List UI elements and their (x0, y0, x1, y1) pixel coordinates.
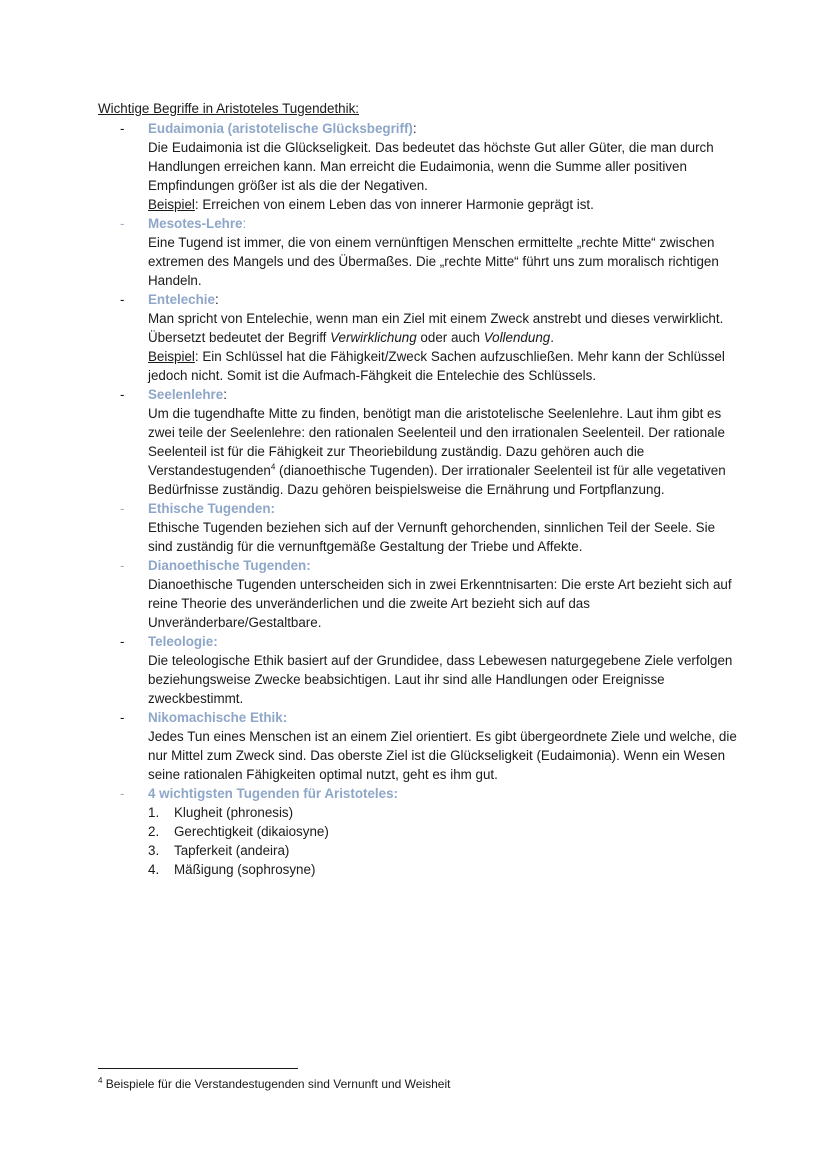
virtues-list (148, 803, 738, 879)
term-heading: 4 wichtigsten Tugenden für Aristoteles: (148, 786, 398, 801)
entry-dianoethische-tugenden (98, 556, 738, 632)
document-body (98, 99, 738, 879)
definition-text: Eine Tugend ist immer, die von einem vernünftigen Menschen ermittelte „rechte Mitte“ zwischen extremen des Mangels und des Übermaßes. Die „rechte Mitte“ führt uns zum moralisch richtigen Handeln. (148, 235, 719, 288)
term-heading: Nikomachische Ethik: (148, 710, 288, 725)
page-title: Wichtige Begriffe in Aristoteles Tugendethik: (98, 101, 360, 116)
definition-text: Ethische Tugenden beziehen sich auf der Vernunft gehorchenden, sinnlichen Teil der Seele. Sie sind zuständig für die vernunftgemäße Gestaltung der Triebe und Affekte. (148, 520, 716, 554)
entry-entelechie: - Entelechie: Man spricht von Entelechie, wenn man ein Ziel mit einem Zweck anstrebt und dieses verwirklicht. Übersetzt bedeutet der Begriff Verwirklichung oder auch Vollendung. Beispiel: Ein Schlüssel hat die Fähigkeit/Zweck Sachen aufzuschließen. Mehr kann der Schlüssel jedoch nicht. Somit ist die Aufmach-Fähgkeit die Entelechie des Schlüssels. (98, 290, 738, 385)
entry-seelenlehre: - Seelenlehre: Um die tugendhafte Mitte zu finden, benötigt man die aristotelische Seelenlehre. Laut ihm gibt es zwei teile der Seelenlehre: den rationalen Seelenteil und den irrationalen Seelenteil. Der rationale Seelenteil ist für die Fähigkeit zur Theoriebildung zuständig. Dazu gehören auch die Verstandestugenden$^4$ (dianoethische Tugenden). Der irrationaler Seelenteil ist für alle vegetativen Bedürfnisse zuständig. Dazu gehören beispielsweise die Ernährung und Fortpflanzung. (98, 385, 738, 499)
bullet: - (120, 634, 125, 649)
footnote-mark: 4 (98, 1076, 103, 1085)
example-label: Beispiel (148, 197, 195, 212)
entry-mesotes-lehre: - Mesotes-Lehre: Eine Tugend ist immer, die von einem vernünftigen Menschen ermittelte „rechte Mitte“ zwischen extremen des Mangels und des Übermaßes. Die „rechte Mitte“ führt uns zum moralisch richtigen Handeln. (98, 214, 738, 290)
bullet: - (120, 786, 125, 801)
term-heading: Dianoethische Tugenden: (148, 558, 311, 573)
term-heading: Mesotes-Lehre (148, 216, 243, 231)
definition-text: Dianoethische Tugenden unterscheiden sich in zwei Erkenntnisarten: Die erste Art bezieht sich auf reine Theorie des unveränderlichen und die zweite Art bezieht sich auf das Unveränderbare/Gestaltbare. (148, 577, 732, 630)
bullet: - (120, 387, 125, 402)
entry-ethische-tugenden (98, 499, 738, 556)
footnote (98, 1077, 450, 1092)
bullet: - (120, 710, 125, 725)
example-line: Beispiel: Ein Schlüssel hat die Fähigkeit/Zweck Sachen aufzuschließen. Mehr kann der Schlüssel jedoch nicht. Somit ist die Aufmach-Fähgkeit die Entelechie des Schlüssels. (148, 349, 725, 383)
term-heading: Seelenlehre (148, 387, 224, 402)
definition-text: Die teleologische Ethik basiert auf der Grundidee, dass Lebewesen naturgegebene Ziele verfolgen beziehungsweise Zwecke beabsichtigen. Laut ihr sind alle Handlungen oder Ereignisse zweckbestimmt. (148, 653, 733, 706)
footnote-divider (98, 1068, 298, 1069)
entry-nikomachische-ethik (98, 708, 738, 784)
definition-text: Um die tugendhafte Mitte zu finden, benötigt man die aristotelische Seelenlehre. Laut ihm gibt es zwei teile der Seelenlehre: den rationalen Seelenteil und den irrationalen Seelenteil. Der rationale Seelenteil ist für die Fähigkeit zur Theoriebildung zuständig. Dazu gehören auch die Verstandestugenden$^4$ (dianoethische Tugenden). Der irrationaler Seelenteil ist für alle vegetativen Bedürfnisse zuständig. Dazu gehören beispielsweise die Ernährung und Fortpflanzung. (148, 406, 726, 497)
bullet: - (120, 501, 125, 516)
term-heading: Teleologie: (148, 634, 218, 649)
bullet: - (120, 216, 125, 231)
definition-text: Man spricht von Entelechie, wenn man ein Ziel mit einem Zweck anstrebt und dieses verwirklicht. Übersetzt bedeutet der Begriff Verwirklichung oder auch Vollendung. (148, 311, 724, 345)
entry-vier-tugenden (98, 784, 738, 879)
list-item: 2. Gerechtigkeit (dikaiosyne) (148, 824, 329, 839)
list-item: 4. Mäßigung (sophrosyne) (148, 862, 316, 877)
entry-teleologie (98, 632, 738, 708)
definition-text: Jedes Tun eines Menschen ist an einem Ziel orientiert. Es gibt übergeordnete Ziele und welche, die nur Mittel zum Zweck sind. Das oberste Ziel ist die Glückseligkeit (Eudaimonia). Wenn ein Wesen seine rationalen Fähigkeiten optimal nutzt, geht es ihm gut. (148, 729, 737, 782)
list-item: 1. Klugheit (phronesis) (148, 805, 294, 820)
list-item: 3. Tapferkeit (andeira) (148, 843, 290, 858)
definition-text: Die Eudaimonia ist die Glückseligkeit. Das bedeutet das höchste Gut aller Güter, die man durch Handlungen erreichen kann. Man erreicht die Eudaimonia, wenn die Summe aller positiven Empfindungen größer ist als die der Negativen. (148, 140, 714, 193)
footnote-ref[interactable]: 4 (270, 462, 276, 472)
term-heading: Ethische Tugenden: (148, 501, 275, 516)
bullet: - (120, 558, 125, 573)
term-heading: Entelechie (148, 292, 215, 307)
footnote-text: Beispiele für die Verstandestugenden sind Vernunft und Weisheit (102, 1077, 451, 1091)
entry-eudaimonia: - Eudaimonia (aristotelische Glücksbegriff): Die Eudaimonia ist die Glückseligkeit. Das bedeutet das höchste Gut aller Güter, die man durch Handlungen erreichen kann. Man erreicht die Eudaimonia, wenn die Summe aller positiven Empfindungen größer ist als die der Negativen. Beispiel: Erreichen von einem Leben das von innerer Harmonie geprägt ist. (98, 119, 738, 214)
example-line: Beispiel: Erreichen von einem Leben das von innerer Harmonie geprägt ist. (148, 197, 594, 212)
example-label: Beispiel (148, 349, 195, 364)
bullet: - (120, 292, 125, 307)
term-heading: Eudaimonia (aristotelische Glücksbegriff) (148, 121, 413, 136)
bullet: - (120, 121, 125, 136)
